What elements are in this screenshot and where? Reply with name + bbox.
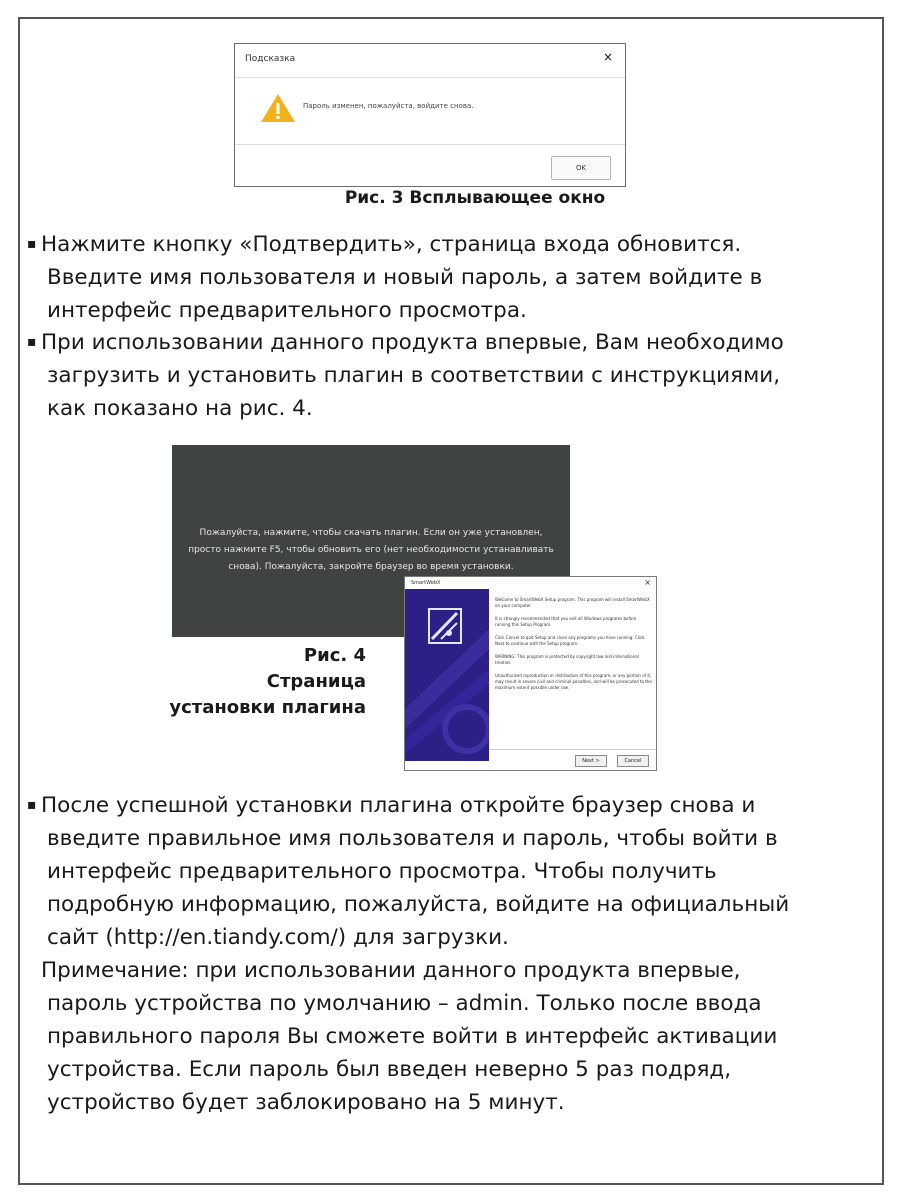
prompt-dialog (234, 43, 626, 187)
installer-banner (405, 589, 489, 761)
close-icon[interactable]: × (644, 578, 651, 587)
setup-window (404, 576, 657, 771)
dialog-message: Пароль изменен, пожалуйста, войдите снова. (303, 102, 474, 110)
ok-button[interactable]: OK (551, 156, 611, 180)
cancel-button[interactable]: Cancel (617, 755, 649, 767)
bullet-paragraph-1: ▪ Нажмите кнопку «Подтвердить», страница входа обновится. Введите имя пользователя и новый пароль, а затем войдите в интерфейс предварительного просмотра. (27, 228, 877, 327)
dialog-title: Подсказка (245, 54, 296, 64)
setup-button-bar (489, 749, 656, 770)
installer-graphic-icon (405, 589, 489, 761)
bullet-icon: ▪ (27, 236, 37, 252)
bullet-paragraph-3: ▪ После успешной установки плагина откройте браузер снова и введите правильное имя пользователя и пароль, чтобы войти в интерфейс предварительного просмотра. Чтобы получить подробную информацию, пожалуйста, войдите на официальный сайт (http://en.tiandy.com/) для загрузки. (27, 789, 877, 954)
warning-icon (260, 93, 296, 123)
bullet-icon: ▪ (27, 334, 37, 350)
bullet-paragraph-2: ▪ При использовании данного продукта впервые, Вам необходимо загрузить и установить плагин в соответствии с инструкциями, как показано на рис. 4. (27, 326, 877, 425)
bullet-icon: ▪ (27, 797, 37, 813)
figure-4-caption: Рис. 4 Страница установки плагина (169, 645, 366, 718)
figure-3-caption: Рис. 3 Всплывающее окно (344, 188, 606, 208)
next-button[interactable]: Next > (575, 755, 607, 767)
dialog-divider (235, 77, 625, 78)
setup-text: Welcome to SmartWebX Setup program. This program will install SmartWebX on your computer. It is strongly recommended that you exit all Windows programs before running this Setup Program. Click Cancel to quit Setup and close any programs you have running. Click Next to continue with the Setup program. WARNING: This program is protected by copyright law and international treaties. Unauthorized reproduction or distribution of this program, or any portion of it, may result in severe civil and criminal penalties, and will be prosecuted to the maximum extent possible under law. (495, 597, 652, 690)
plugin-download-message: Пожалуйста, нажмите, чтобы скачать плагин. Если он уже установлен, просто нажмите F5, чтобы обновить его (нет необходимости устанавливать снова). Пожалуйста, закройте браузер во время установки. (188, 528, 554, 572)
close-icon[interactable]: × (602, 50, 613, 64)
dialog-divider (235, 144, 625, 145)
note-paragraph: Примечание: при использовании данного продукта впервые, пароль устройства по умолчанию – admin. Только после ввода правильного пароля Вы сможете войти в интерфейс активации устройства. Если пароль был введен неверно 5 раз подряд, устройство будет заблокировано на 5 минут. (41, 958, 778, 1115)
setup-window-title: SmartWebX (411, 580, 441, 586)
